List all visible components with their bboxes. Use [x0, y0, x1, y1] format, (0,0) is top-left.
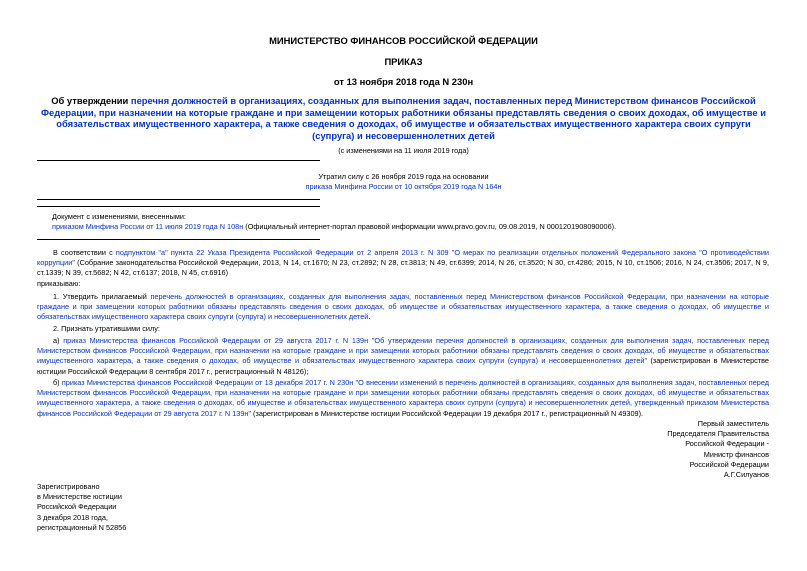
- clause-2a-marker: а): [53, 336, 64, 345]
- preamble-paragraph: [37, 248, 769, 279]
- signature-line: Российской Федерации -: [685, 439, 769, 449]
- clause-2: 2. Признать утратившими силу:: [53, 324, 160, 333]
- expired-note: [0, 172, 807, 192]
- signature-name: А.Г.Силуанов: [723, 470, 769, 480]
- order-230n-link[interactable]: приказ Министерства финансов Российской Федерации от 13 декабря 2017 г. N 230н "О внесении изменений в перечень должностей в организациях, созданных для выполнения задач, поставленных перед Министерством финансов Российской Федерации, при назначении на которые граждане и при замещении которых работники обязаны представлять сведения о своих доходах, об имуществе и обязательствах имущественного характера, а также сведения о доходах, об имуществе и обязательствах имущественного характера своих супруги (супруга) и несовершеннолетних детей, утвержденный приказом Министерства финансов Российской Федерации от 29 августа 2017 г. N 139н": [37, 378, 769, 418]
- registration-line: в Министерстве юстиции: [37, 492, 122, 502]
- registration-block: [37, 482, 126, 533]
- decree-link[interactable]: подпунктом "а" пункта 22 Указа Президента Российской Федерации от 2 апреля 2013 г. N 309 "О мерах по реализации отдельных положений Федерального закона "О противодействии коррупции": [37, 248, 770, 268]
- expired-line: Утратил силу с 26 ноября 2019 года на основании: [318, 172, 489, 181]
- order-139n-link[interactable]: приказ Министерства финансов Российской Федерации от 29 августа 2017 г. N 139н "Об утверждении перечня должностей в организациях, созданных для выполнения задач, поставленных перед Министерством финансов Российской Федерации, при назначении на которые граждане и при замещении которых работники обязаны представлять сведения о своих доходах, об имуществе и обязательствах имущественного характера, а также сведения о доходах, об имуществе и обязательствах имущественного характера своих супруги (супруга) и несовершеннолетних детей": [37, 336, 769, 366]
- divider: [37, 206, 320, 207]
- preamble-sources: (Собрание законодательства Российской Федерации, 2013, N 14, ст.1670; N 23, ст.2892; N 28, ст.3813; N 49, ст.6399; 2014, N 26, ст.3520; N 30, ст.4286; 2015, N 10, ст.1506; 2016, N 24, ст.3506; 2017, N 9, ст.1339; N 39, ст.5682; N 42, ст.6137; 2018, N 45, ст.6916): [37, 258, 769, 278]
- ministry-heading: МИНИСТЕРСТВО ФИНАНСОВ РОССИЙСКОЙ ФЕДЕРАЦИИ: [269, 35, 538, 46]
- changes-line: [52, 222, 772, 232]
- divider: [37, 239, 320, 240]
- signature-line: Министр финансов: [703, 449, 769, 459]
- clause-2b: [37, 378, 769, 419]
- clause-2a-registration: (зарегистрирован в Министерстве юстиции Российской Федерации 8 сентября 2017 г., регистрационный N 48126);: [37, 356, 769, 376]
- list-link[interactable]: перечень должностей в организациях, созданных для выполнения задач, поставленных перед Министерством финансов Российской Федерации, при назначении на которые граждане и при замещении которых работники обязаны представлять сведения о своих доходах, об имуществе и обязательствах имущественного характера, а также сведения о доходах, об имуществе и обязательствах имущественного характера своих супруги (супруга) и несовершеннолетних детей: [37, 292, 769, 322]
- clause-1-text: 1. Утвердить прилагаемый: [53, 292, 151, 301]
- signature-line: Российской Федерации: [689, 459, 769, 469]
- signature-block: [589, 419, 769, 480]
- preamble-text: В соответствии с: [53, 248, 116, 257]
- changes-link[interactable]: приказом Минфина России от 11 июля 2019 года N 108н: [52, 222, 244, 232]
- expired-link[interactable]: приказа Минфина России от 10 октября 2019 года N 164н: [305, 182, 502, 192]
- signature-line: Первый заместитель: [697, 419, 769, 428]
- divider: [37, 160, 320, 161]
- registration-line: Зарегистрировано: [37, 482, 100, 491]
- changes-block: [52, 212, 772, 232]
- clause-2a: [37, 336, 769, 377]
- date-number-heading: от 13 ноября 2018 года N 230н: [333, 76, 474, 87]
- changes-rest: (Официальный интернет-портал правовой информации www.pravo.gov.ru, 09.08.2019, N 0001201908090006).: [243, 222, 617, 232]
- registration-line: регистрационный N 52856: [37, 522, 127, 532]
- changes-label: Документ с изменениями, внесенными:: [52, 212, 186, 221]
- clause-2b-marker: б): [53, 378, 62, 387]
- doc-type-heading: ПРИКАЗ: [384, 56, 423, 67]
- registration-line: 3 декабря 2018 года,: [37, 512, 108, 522]
- clause-1-end: .: [368, 312, 371, 322]
- registration-line: Российской Федерации: [37, 502, 117, 512]
- order-word: приказываю:: [37, 279, 81, 288]
- clause-2b-registration: (зарегистрирован в Министерстве юстиции Российской Федерации 19 декабря 2017 г., регистрационный N 49309).: [251, 408, 644, 418]
- clause-1: [37, 292, 769, 323]
- title-link[interactable]: перечня должностей в организациях, созданных для выполнения задач, поставленных перед Министерством финансов Российской Федерации, при назначении на которые граждане и при замещении которых работники обязаны представлять сведения о своих доходах, об имуществе и обязательствах имущественного характера, а также сведения о доходах, об имуществе и обязательствах имущественного характера своих супруги (супруга) и несовершеннолетних детей: [41, 95, 766, 141]
- amend-note: (с изменениями на 11 июля 2019 года): [338, 146, 469, 155]
- title-prefix: Об утверждении: [51, 95, 131, 106]
- signature-line: Председателя Правительства: [667, 429, 769, 439]
- divider: [37, 199, 320, 200]
- document-title: [37, 95, 770, 141]
